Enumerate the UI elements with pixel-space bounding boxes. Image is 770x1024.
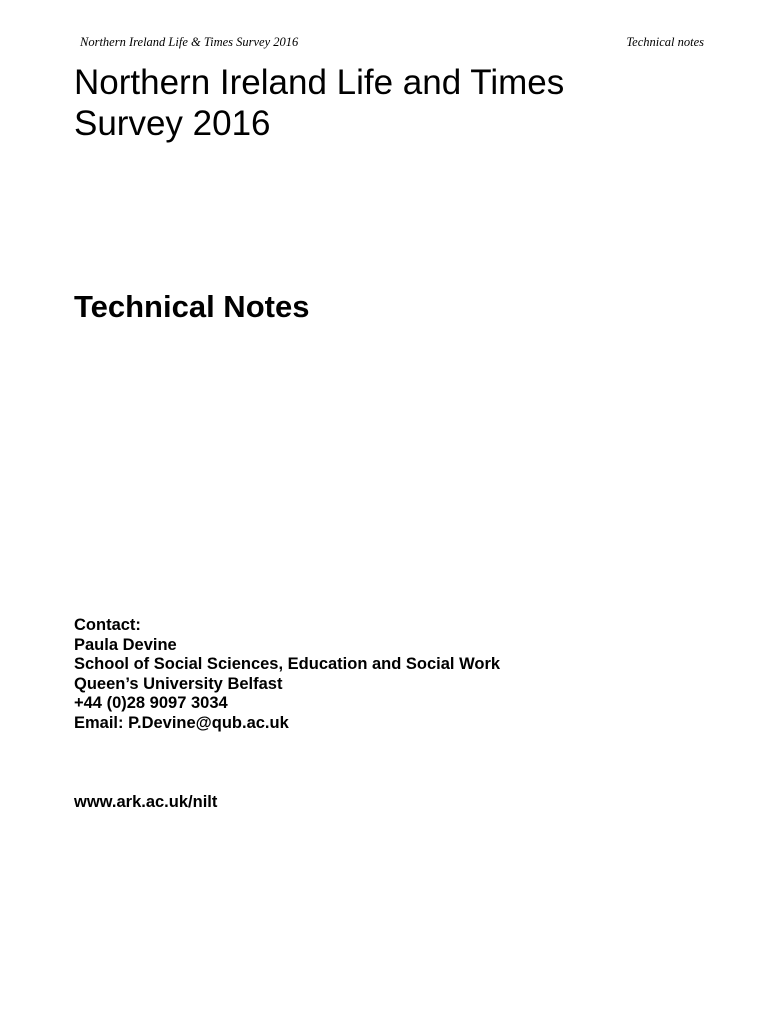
contact-block bbox=[74, 616, 500, 734]
header-section-title: Technical notes bbox=[626, 35, 704, 49]
document-title bbox=[74, 62, 674, 144]
contact-institution: Queen’s University Belfast bbox=[74, 674, 283, 693]
document-title-line-1: Northern Ireland Life and Times bbox=[74, 63, 565, 102]
document-subtitle: Technical Notes bbox=[74, 289, 310, 324]
contact-email[interactable]: Email: P.Devine@qub.ac.uk bbox=[74, 713, 289, 732]
contact-department: School of Social Sciences, Education and Social Work bbox=[74, 655, 501, 674]
page-header bbox=[80, 35, 704, 51]
contact-name: Paula Devine bbox=[74, 635, 177, 654]
website-link[interactable]: www.ark.ac.uk/nilt bbox=[74, 793, 218, 811]
contact-label: Contact: bbox=[74, 616, 141, 634]
header-survey-title: Northern Ireland Life & Times Survey 2016 bbox=[80, 35, 299, 49]
contact-phone: +44 (0)28 9097 3034 bbox=[74, 694, 228, 713]
document-title-line-2: Survey 2016 bbox=[74, 104, 271, 143]
